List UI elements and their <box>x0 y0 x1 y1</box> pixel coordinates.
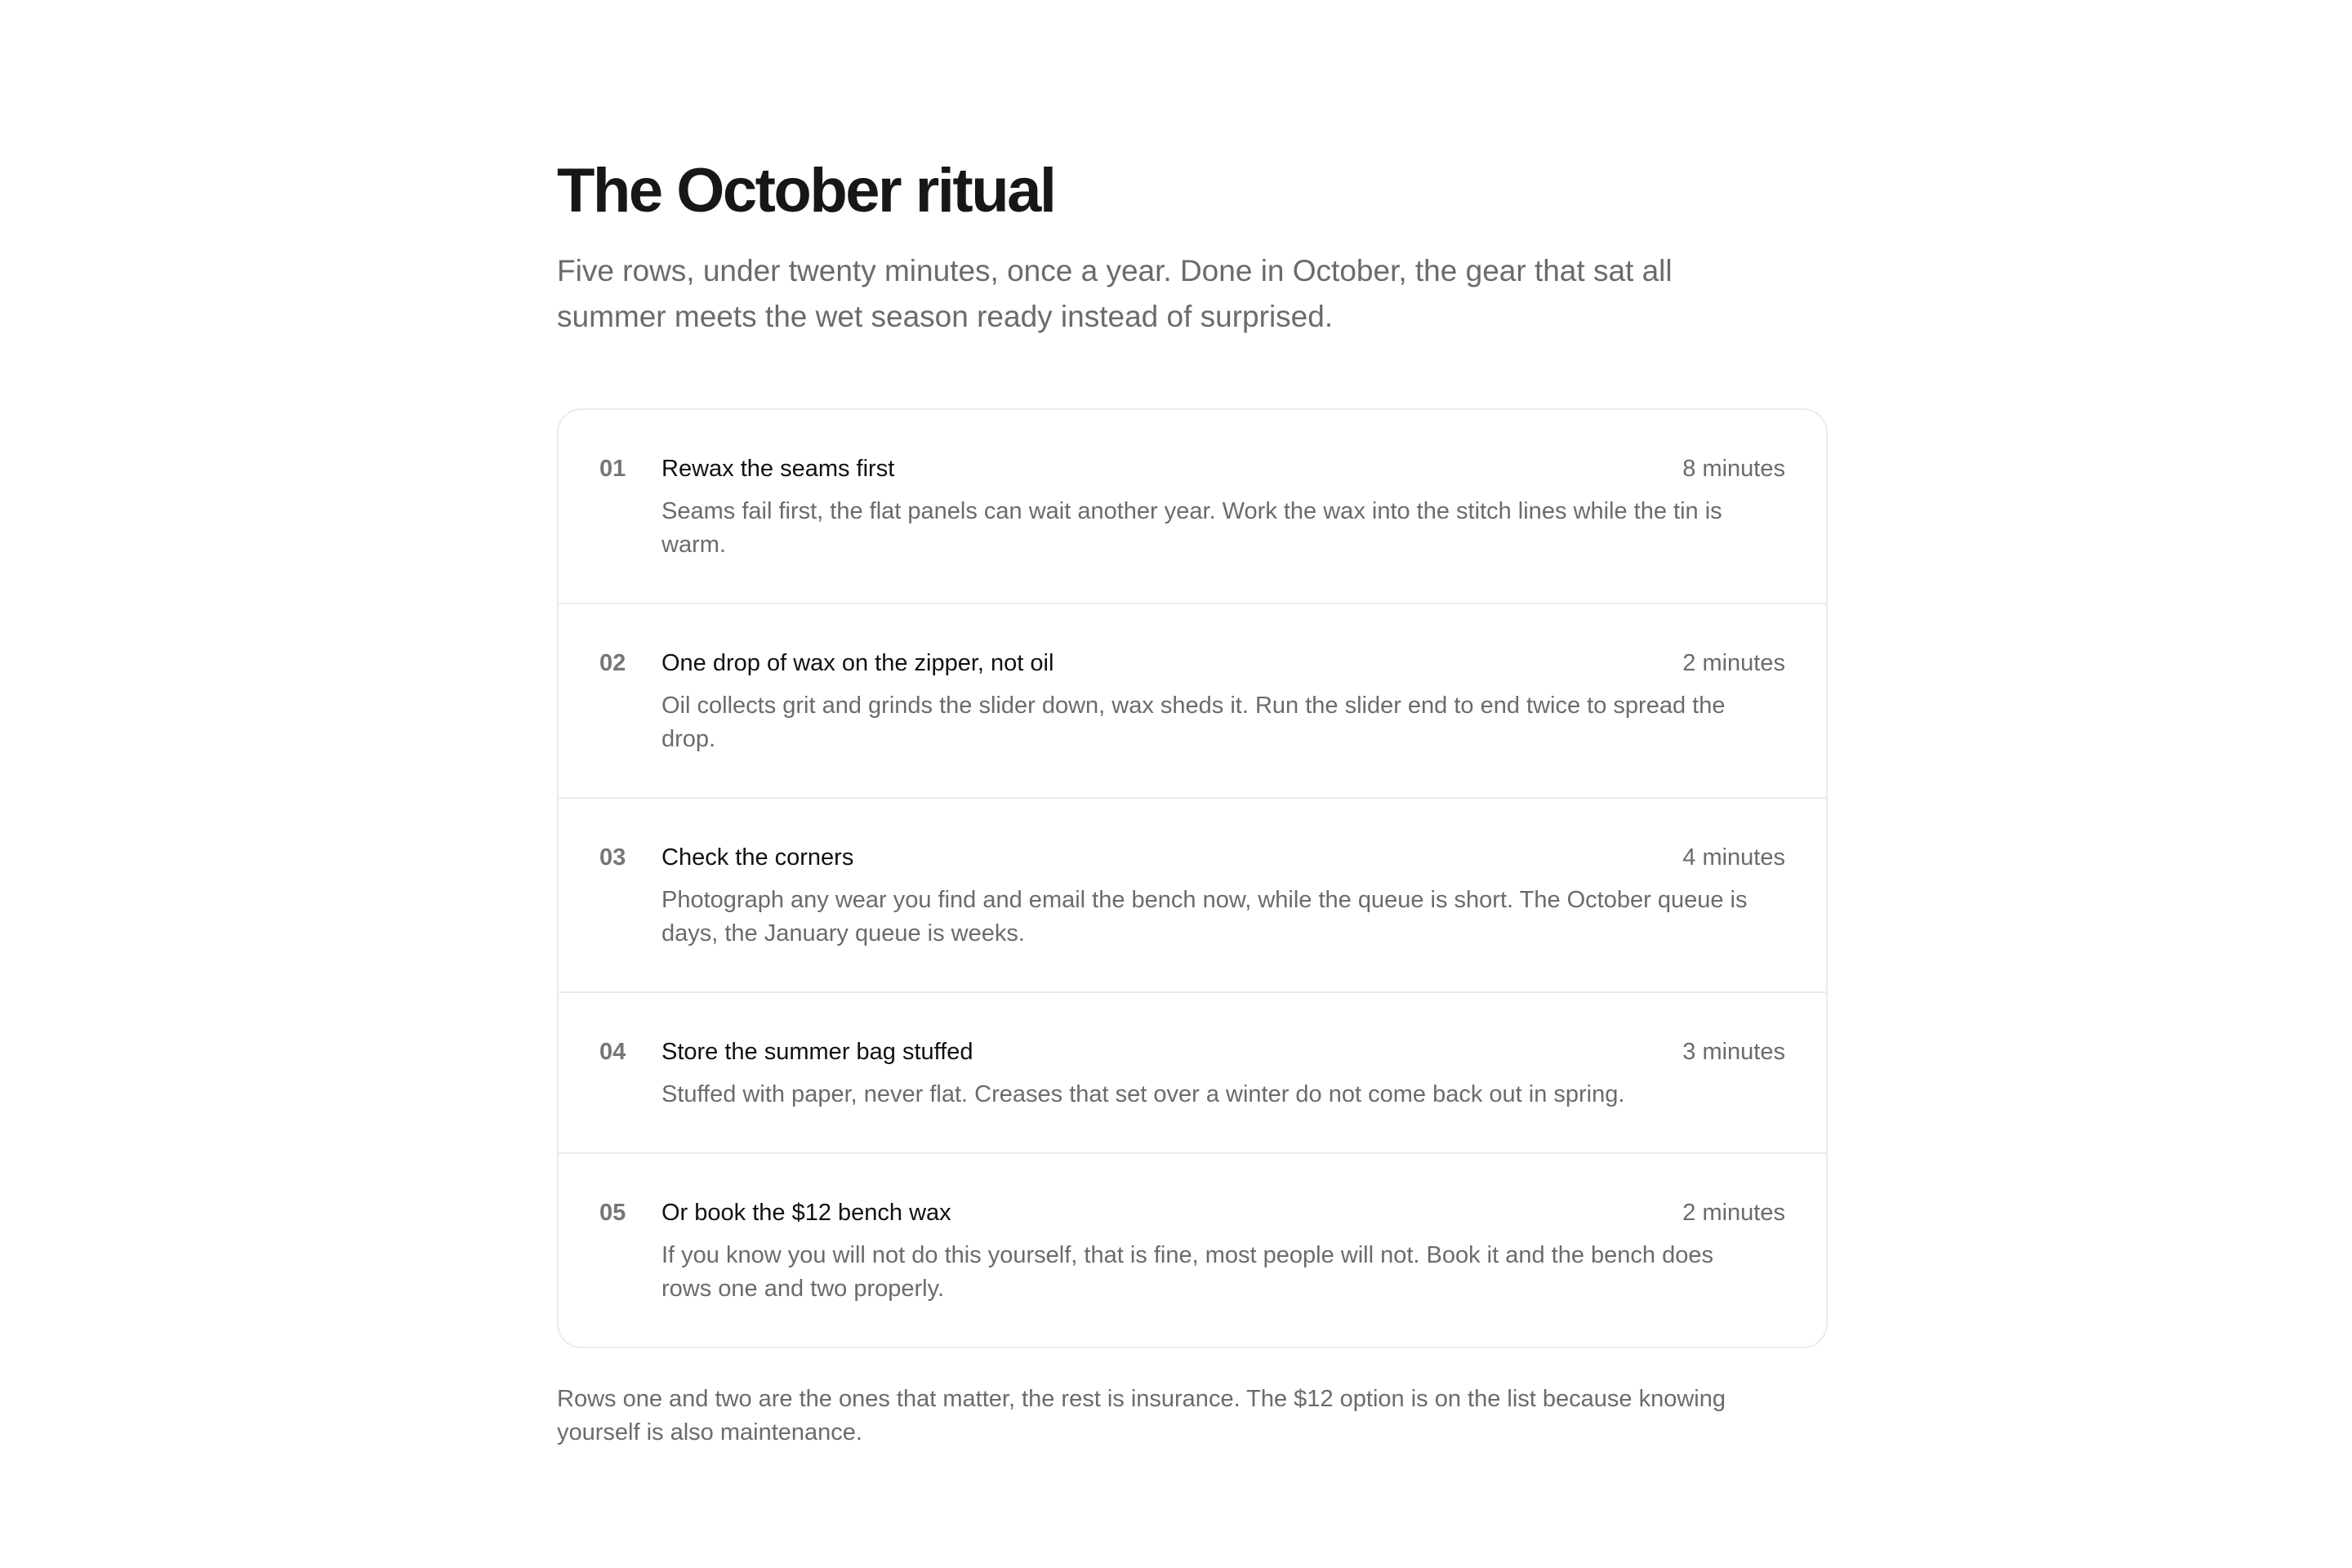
page-intro: Five rows, under twenty minutes, once a year. Done in October, the gear that sat all summer meets the wet season ready instead of surprised. <box>557 254 1673 333</box>
step-duration: 4 minutes <box>1682 844 1785 871</box>
step-header <box>662 452 1785 485</box>
step-header <box>662 1036 1785 1068</box>
step-number: 05 <box>599 1200 626 1226</box>
step-header <box>662 841 1785 874</box>
step-number: 02 <box>599 650 626 676</box>
step-duration: 2 minutes <box>1682 1200 1785 1226</box>
step-duration: 8 minutes <box>1682 456 1785 482</box>
step-row-4 <box>559 991 1826 1152</box>
step-description: If you know you will not do this yourself, that is fine, most people will not. Book it and the bench does rows one and two properly. <box>662 1242 1713 1302</box>
step-row-1 <box>559 410 1826 603</box>
step-row-3 <box>559 797 1826 991</box>
step-description: Oil collects grit and grinds the slider down, wax sheds it. Run the slider end to end twice to spread the drop. <box>662 693 1726 752</box>
ritual-steps-card <box>557 408 1828 1348</box>
step-duration: 3 minutes <box>1682 1039 1785 1065</box>
step-number: 03 <box>599 844 626 871</box>
step-title: Check the corners <box>662 844 854 871</box>
step-header <box>662 1196 1785 1229</box>
step-title: Rewax the seams first <box>662 456 895 482</box>
page-title: The October ritual <box>557 156 1055 225</box>
step-duration: 2 minutes <box>1682 650 1785 676</box>
step-title: Store the summer bag stuffed <box>662 1039 973 1065</box>
step-number: 01 <box>599 456 626 482</box>
footer-note: Rows one and two are the ones that matter, the rest is insurance. The $12 option is on the list because knowing yourself is also maintenance. <box>557 1386 1726 1446</box>
step-description: Stuffed with paper, never flat. Creases that set over a winter do not come back out in spring. <box>662 1081 1625 1107</box>
ritual-page <box>557 155 1828 1473</box>
step-description: Seams fail first, the flat panels can wait another year. Work the wax into the stitch lines while the tin is warm. <box>662 498 1722 558</box>
step-description: Photograph any wear you find and email the bench now, while the queue is short. The October queue is days, the January queue is weeks. <box>662 887 1748 947</box>
step-row-5 <box>559 1152 1826 1347</box>
step-row-2 <box>559 603 1826 797</box>
step-header <box>662 647 1785 679</box>
step-number: 04 <box>599 1039 626 1065</box>
step-title: Or book the $12 bench wax <box>662 1200 951 1226</box>
step-title: One drop of wax on the zipper, not oil <box>662 650 1054 676</box>
